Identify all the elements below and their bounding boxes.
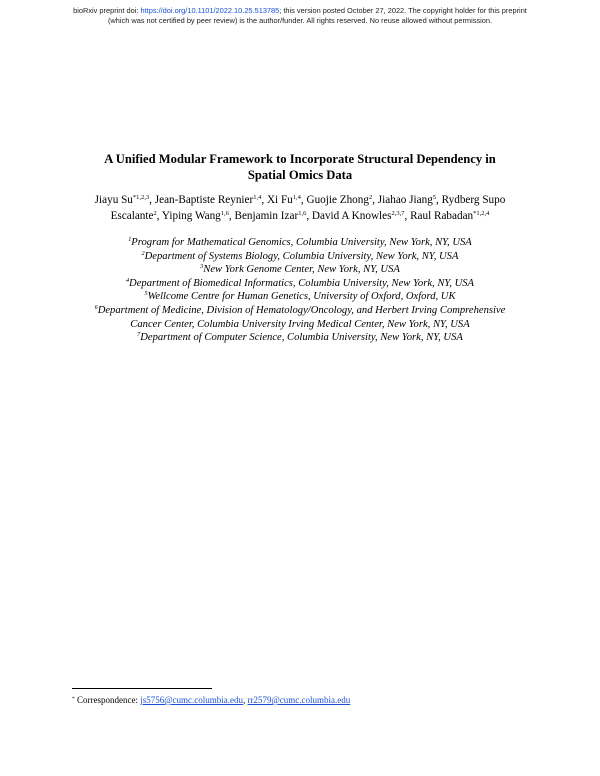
author-affiliation-sup: 2,3,7 — [391, 209, 405, 217]
affiliation-number: 4 — [125, 276, 130, 284]
affiliation — [40, 250, 560, 264]
author-name: Jiayu Su — [94, 194, 133, 206]
affiliation-text: Department of Medicine, Division of Hematology/Oncology, and Herbert Irving Comprehensive — [97, 304, 506, 316]
author-name: Rydberg Supo Escalante — [110, 194, 506, 222]
author-list — [70, 193, 530, 224]
preprint-header-line1: bioRxiv preprint doi: https://doi.org/10.1101/2022.10.25.513785; this version posted October 27, 2022. The copyright holder for this preprint — [73, 6, 527, 15]
author-name: David A Knowles — [311, 209, 392, 222]
author: Yiping Wang$^{1,6}$, — [161, 209, 235, 222]
author-affiliation-sup: 5 — [432, 194, 437, 201]
author-affiliation-sup: 2 — [368, 194, 373, 201]
author: Rydberg Supo Escalante$^2$, — [110, 194, 506, 222]
author: David A Knowles$^{2,3,7}$, — [311, 209, 411, 222]
affiliation-number: 2 — [141, 249, 145, 257]
author-affiliation-sup: 1,6 — [220, 209, 229, 217]
author: Xi Fu$^{1,4}$, — [266, 194, 307, 206]
affiliation-number: 6 — [94, 303, 98, 311]
footnote-marker: * — [72, 696, 75, 702]
author: Jiahao Jiang$^5$, — [377, 194, 442, 206]
affiliation — [40, 318, 560, 332]
footnote-label: Correspondence: — [74, 695, 141, 705]
author-name: Jiahao Jiang — [377, 194, 433, 206]
email-link-1[interactable]: js5756@cumc.columbia.edu — [140, 695, 244, 705]
email-link-2[interactable]: rr2579@cumc.columbia.edu — [247, 695, 351, 705]
title-line-2: Spatial Omics Data — [247, 168, 353, 182]
author-name: Jean-Baptiste Reynier — [154, 194, 254, 206]
author-affiliation-sup: 2 — [153, 209, 157, 217]
author-name: Xi Fu — [266, 194, 293, 206]
affiliation-text: Department of Biomedical Informatics, Columbia University, New York, NY, USA — [129, 277, 475, 289]
affiliation — [40, 277, 560, 291]
affiliation-text: Department of Computer Science, Columbia University, New York, NY, USA — [140, 332, 463, 344]
affiliation — [40, 290, 560, 304]
author: Jean-Baptiste Reynier$^{1,4}$, — [154, 194, 267, 206]
paper-title — [0, 151, 600, 183]
author-affiliation-sup: 1,4 — [292, 194, 301, 201]
title-line-1: A Unified Modular Framework to Incorporate Structural Dependency in — [104, 152, 496, 166]
author-name: Yiping Wang — [161, 209, 221, 222]
author-name: Raul Rabadan — [410, 209, 474, 222]
affiliation-number: 7 — [137, 331, 141, 339]
author-name: Benjamin Izar — [234, 209, 299, 222]
author: Guojie Zhong$^2$, — [306, 194, 378, 206]
affiliation — [40, 304, 560, 318]
affiliation — [40, 331, 560, 345]
author-name: Guojie Zhong — [306, 194, 369, 206]
affiliation-number: 1 — [128, 236, 132, 243]
affiliation — [40, 263, 560, 277]
affiliation-text: New York Genome Center, New York, NY, USA — [203, 264, 400, 276]
author-affiliation-sup: *1,2,4 — [473, 209, 490, 217]
affiliation-number: 3 — [200, 263, 204, 271]
correspondence-footnote: * Correspondence: js5756@cumc.columbia.edu, rr2579@cumc.columbia.edu — [72, 695, 351, 705]
affiliation-list — [40, 236, 560, 345]
preprint-header — [0, 6, 600, 25]
author — [410, 210, 489, 222]
doi-link[interactable]: https://doi.org/10.1101/2022.10.25.513785 — [140, 6, 280, 15]
footnote-divider — [72, 688, 212, 689]
author-affiliation-sup: 1,4 — [253, 194, 262, 201]
author: Jiayu Su$^{*1,2,3}$, — [94, 194, 155, 206]
affiliation-text: Department of Systems Biology, Columbia University, New York, NY, USA — [144, 250, 459, 262]
author-affiliation-sup: *1,2,3 — [132, 194, 150, 201]
preprint-header-line2: (which was not certified by peer review) is the author/funder. All rights reserved. No reuse allowed without permission. — [107, 15, 493, 25]
affiliation-number: 5 — [144, 290, 148, 298]
affiliation-text: Wellcome Centre for Human Genetics, University of Oxford, Oxford, UK — [147, 291, 456, 303]
author-affiliation-sup: 1,6 — [298, 209, 307, 217]
affiliation-text: Program for Mathematical Genomics, Columbia University, New York, NY, USA — [131, 237, 472, 248]
affiliation — [40, 236, 560, 250]
affiliation-text: Cancer Center, Columbia University Irving Medical Center, New York, NY, USA — [130, 318, 470, 330]
author: Benjamin Izar$^{1,6}$, — [234, 209, 312, 222]
